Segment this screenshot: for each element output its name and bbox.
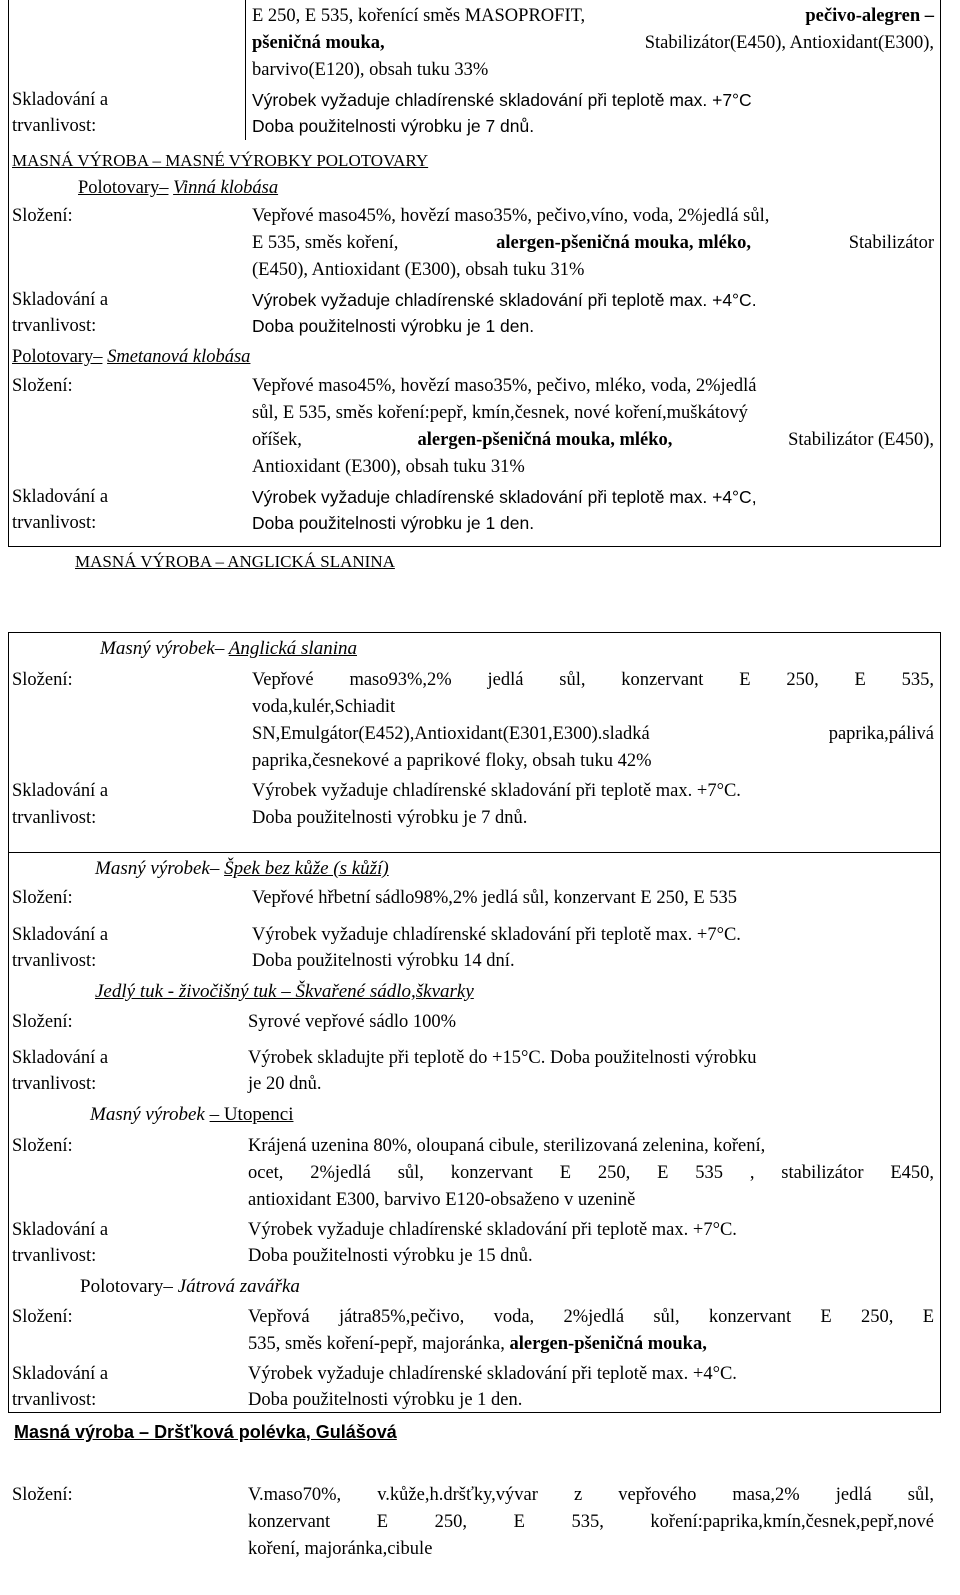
table2-bottom-border (8, 1412, 941, 1413)
storage-label: Skladování a (12, 781, 109, 801)
utopenci-composition-line-3: antioxidant E300, barvivo E120-obsaženo v uzenině (248, 1190, 636, 1210)
top-composition-line-2: pšeničná mouka, Stabilizátor(E450), Antioxidant(E300), (252, 33, 934, 53)
table2-right-border (940, 632, 941, 1412)
drstkova-composition-line-1: V.maso70%, v.kůže,h.dršťky,vývar z vepřového masa,2% jedlá sůl, (248, 1485, 934, 1505)
smetanova-composition-line-2: sůl, E 535, směs koření:pepř, kmín,česnek, nové koření,muškátový (252, 403, 748, 423)
product-heading-utopenci: Masný výrobek – Utopenci (90, 1104, 294, 1125)
vinna-composition-line-2: E 535, směs koření, alergen-pšeničná mouka, mléko, Stabilizátor (252, 233, 934, 253)
top-storage-text: Výrobek vyžaduje chladírenské skladování při teplotě max. +7°C (252, 90, 752, 110)
shelf-life-label: trvanlivost: (12, 808, 97, 828)
storage-label: Skladování a (12, 90, 109, 110)
shelf-life-label: trvanlivost: (12, 116, 97, 136)
utopenci-storage-text: Výrobek vyžaduje chladírenské skladování při teplotě max. +7°C. (248, 1220, 737, 1240)
smetanova-composition-line-4: Antioxidant (E300), obsah tuku 31% (252, 457, 525, 477)
anglicka-composition-line-1: Vepřové maso93%,2% jedlá sůl, konzervant E 250, E 535, (252, 670, 934, 690)
jatrova-storage-text: Výrobek vyžaduje chladírenské skladování při teplotě max. +4°C. (248, 1364, 737, 1384)
section-title-anglicka-slanina: MASNÁ VÝROBA – ANGLICKÁ SLANINA (75, 552, 395, 571)
anglicka-storage-text: Výrobek vyžaduje chladírenské skladování při teplotě max. +7°C. (252, 781, 741, 801)
utopenci-composition-line-2: ocet, 2%jedlá sůl, konzervant E 250, E 535 , stabilizátor E450, (248, 1163, 934, 1183)
composition-label: Složení: (12, 376, 73, 396)
storage-label: Skladování a (12, 290, 109, 310)
storage-label: Skladování a (12, 1048, 109, 1068)
product-heading-smetanova-klobasa: Polotovary– Smetanová klobása (12, 347, 251, 367)
jatrova-shelf-life-text: Doba použitelnosti výrobku je 1 den. (248, 1390, 523, 1410)
composition-label: Složení: (12, 1485, 73, 1505)
anglicka-composition-line-2: voda,kulér,Schiadit (252, 697, 396, 717)
utopenci-composition-line-1: Krájená uzenina 80%, oloupaná cibule, sterilizovaná zelenina, koření, (248, 1136, 766, 1156)
composition-label: Složení: (12, 1136, 73, 1156)
shelf-life-label: trvanlivost: (12, 316, 97, 336)
composition-label: Složení: (12, 670, 73, 690)
top-composition-line-3: barvivo(E120), obsah tuku 33% (252, 60, 489, 80)
composition-label: Složení: (12, 1307, 73, 1327)
vinna-storage-text: Výrobek vyžaduje chladírenské skladování při teplotě max. +4°C. (252, 290, 757, 310)
spek-shelf-life-text: Doba použitelnosti výrobku 14 dní. (252, 951, 515, 971)
jedly-shelf-life-text: je 20 dnů. (248, 1074, 322, 1094)
top-composition-line-1: E 250, E 535, kořenící směs MASOPROFIT, pečivo-alegren – (252, 6, 934, 26)
table2-left-border (8, 632, 9, 1412)
spek-composition-line-1: Vepřové hřbetní sádlo98%,2% jedlá sůl, konzervant E 250, E 535 (252, 888, 737, 908)
anglicka-composition-line-4: paprika,česnekové a paprikové floky, obsah tuku 42% (252, 751, 652, 771)
table1-bottom-border (8, 546, 941, 547)
drstkova-composition-line-3: koření, majoránka,cibule (248, 1539, 433, 1559)
shelf-life-label: trvanlivost: (12, 1390, 97, 1410)
drstkova-composition-line-2: konzervant E 250, E 535, koření:paprika,kmín,česnek,pepř,nové (248, 1512, 934, 1532)
smetanova-composition-line-1: Vepřové maso45%, hovězí maso35%, pečivo, mléko, voda, 2%jedlá (252, 376, 757, 396)
table2-separator (8, 852, 941, 853)
vinna-shelf-life-text: Doba použitelnosti výrobku je 1 den. (252, 316, 535, 336)
product-heading-jedly-tuk: Jedlý tuk - živočišný tuk – Škvařené sádlo,škvarky (95, 981, 474, 1002)
table2-top-border (8, 632, 941, 633)
vinna-composition-line-3: (E450), Antioxidant (E300), obsah tuku 31% (252, 260, 585, 280)
product-heading-vinna-klobasa: Polotovary– Vinná klobása (78, 178, 279, 198)
storage-label: Skladování a (12, 925, 109, 945)
vinna-composition-line-1: Vepřové maso45%, hovězí maso35%, pečivo,víno, voda, 2%jedlá sůl, (252, 206, 770, 226)
shelf-life-label: trvanlivost: (12, 513, 97, 533)
section-title-masne-vyrobky-polotovary: MASNÁ VÝROBA – MASNÉ VÝROBKY POLOTOVARY (12, 151, 429, 170)
shelf-life-label: trvanlivost: (12, 951, 97, 971)
storage-label: Skladování a (12, 1364, 109, 1384)
jatrova-composition-line-2: 535, směs koření-pepř, majoránka, alergen-pšeničná mouka, (248, 1334, 707, 1354)
jatrova-composition-line-1: Vepřová játra85%,pečivo, voda, 2%jedlá sůl, konzervant E 250, E (248, 1307, 934, 1327)
composition-label: Složení: (12, 206, 73, 226)
product-heading-spek: Masný výrobek– Špek bez kůže (s kůží) (95, 858, 389, 879)
shelf-life-label: trvanlivost: (12, 1246, 97, 1266)
shelf-life-label: trvanlivost: (12, 1074, 97, 1094)
composition-label: Složení: (12, 1012, 73, 1032)
table1-mid-border (245, 0, 246, 140)
product-heading-jatrova-zavarka: Polotovary– Játrová zavářka (80, 1276, 300, 1297)
jedly-storage-text: Výrobek skladujte při teplotě do +15°C. Doba použitelnosti výrobku (248, 1048, 757, 1068)
smetanova-composition-line-3: oříšek, alergen-pšeničná mouka, mléko, Stabilizátor (E450), (252, 430, 934, 450)
jedly-composition-line-1: Syrové vepřové sádlo 100% (248, 1012, 457, 1032)
table1-right-border (940, 0, 941, 546)
smetanova-shelf-life-text: Doba použitelnosti výrobku je 1 den. (252, 513, 535, 533)
composition-label: Složení: (12, 888, 73, 908)
spek-storage-text: Výrobek vyžaduje chladírenské skladování při teplotě max. +7°C. (252, 925, 741, 945)
top-shelf-life-text: Doba použitelnosti výrobku je 7 dnů. (252, 116, 535, 136)
storage-label: Skladování a (12, 487, 109, 507)
table1-left-border (8, 0, 9, 546)
storage-label: Skladování a (12, 1220, 109, 1240)
anglicka-shelf-life-text: Doba použitelnosti výrobku je 7 dnů. (252, 808, 528, 828)
utopenci-shelf-life-text: Doba použitelnosti výrobku je 15 dnů. (248, 1246, 533, 1266)
section-title-drstkova-polevka: Masná výroba – Dršťková polévka, Gulášová (14, 1422, 397, 1442)
anglicka-composition-line-3: SN,Emulgátor(E452),Antioxidant(E301,E300).sladká paprika,pálivá (252, 724, 934, 744)
smetanova-storage-text: Výrobek vyžaduje chladírenské skladování při teplotě max. +4°C, (252, 487, 757, 507)
product-heading-anglicka-slanina: Masný výrobek– Anglická slanina (100, 638, 357, 659)
